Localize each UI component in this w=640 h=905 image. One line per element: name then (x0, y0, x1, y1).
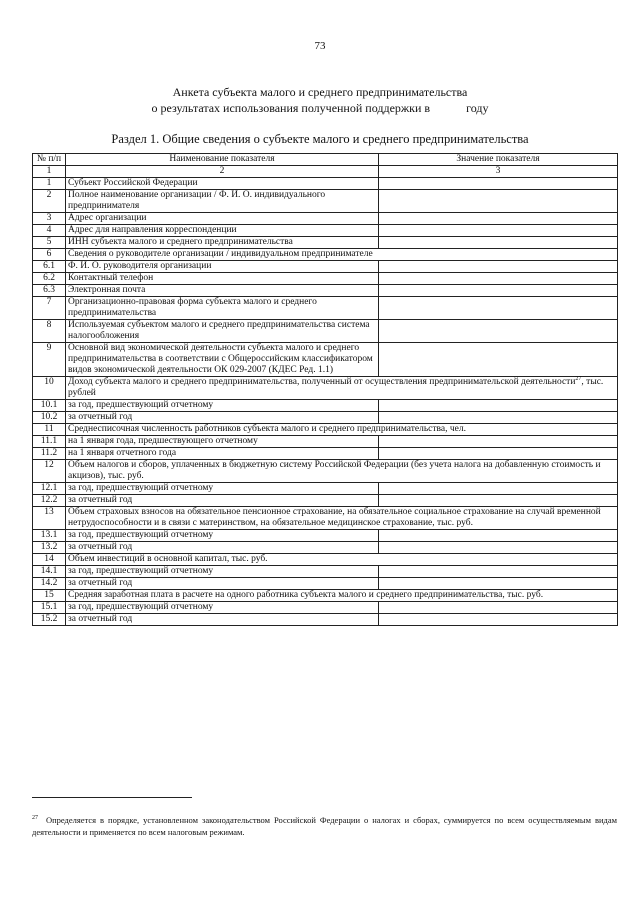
footnote-divider (32, 797, 192, 798)
table-row (33, 237, 618, 249)
row-indicator-name (66, 213, 379, 225)
row-value-cell[interactable] (379, 412, 618, 424)
row-number: 11.2 (33, 448, 66, 460)
row-indicator-text: Основной вид экономической деятельности субъекта малого и среднего предпринимательства в соответствии с Общероссийским классификатором видов экономической деятельности ОК 029-2007 (КДЕС Ред. 1.1) (68, 343, 373, 375)
row-indicator-unit: , тыс. рублей (68, 377, 604, 398)
row-number: 11 (33, 424, 66, 436)
table-row (33, 249, 618, 261)
table-row (33, 566, 618, 578)
row-indicator-name (66, 436, 379, 448)
table-row (33, 495, 618, 507)
table-header-row (33, 154, 618, 166)
row-number: 15.1 (33, 602, 66, 614)
row-number: 6 (33, 249, 66, 261)
row-indicator-text: за год, предшествующий отчетному (68, 400, 214, 410)
table-row (33, 377, 618, 400)
row-indicator-text: за отчетный год (68, 578, 133, 588)
row-value-cell[interactable] (379, 578, 618, 590)
row-value-cell[interactable] (379, 320, 618, 343)
table-row (33, 424, 618, 436)
row-indicator-text: Средняя заработная плата в расчете на одного работника субъекта малого и среднего предпринимательства, тыс. руб. (68, 590, 544, 600)
row-value-cell[interactable] (379, 436, 618, 448)
index-cell: 1 (33, 166, 66, 178)
row-indicator-name (66, 320, 379, 343)
row-number: 12.1 (33, 483, 66, 495)
header-number: № п/п (33, 154, 66, 166)
row-value-cell[interactable] (379, 273, 618, 285)
row-indicator-name (66, 602, 379, 614)
row-number: 13 (33, 507, 66, 530)
footnote-mark: 27 (32, 815, 38, 822)
row-value-cell[interactable] (379, 297, 618, 320)
table-row (33, 602, 618, 614)
table-row (33, 578, 618, 590)
row-number: 6.3 (33, 285, 66, 297)
table-row (33, 400, 618, 412)
row-number: 6.2 (33, 273, 66, 285)
table-row (33, 542, 618, 554)
row-indicator-name (66, 460, 618, 483)
row-number: 7 (33, 297, 66, 320)
page-number: 73 (314, 40, 326, 52)
form-title-line2-before: о результатах использования полученной поддержки в (151, 101, 431, 115)
row-number: 1 (33, 178, 66, 190)
row-number: 14.2 (33, 578, 66, 590)
form-title-line2-after: году (466, 101, 489, 115)
row-value-cell[interactable] (379, 400, 618, 412)
row-number: 8 (33, 320, 66, 343)
row-indicator-text: ИНН субъекта малого и среднего предпринимательства (68, 237, 293, 247)
row-value-cell[interactable] (379, 566, 618, 578)
row-value-cell[interactable] (379, 448, 618, 460)
table-row (33, 412, 618, 424)
row-value-cell[interactable] (379, 213, 618, 225)
row-value-cell[interactable] (379, 190, 618, 213)
row-indicator-name (66, 530, 379, 542)
row-indicator-name (66, 249, 618, 261)
row-number: 10.2 (33, 412, 66, 424)
row-indicator-text: Организационно-правовая форма субъекта малого и среднего предпринимательства (68, 297, 317, 318)
row-number: 3 (33, 213, 66, 225)
table-row (33, 343, 618, 377)
row-indicator-text: за отчетный год (68, 495, 133, 505)
row-number: 4 (33, 225, 66, 237)
index-cell: 3 (379, 166, 618, 178)
row-indicator-text: Субъект Российской Федерации (68, 178, 198, 188)
row-indicator-name (66, 237, 379, 249)
table-row (33, 590, 618, 602)
row-indicator-text: Адрес организации (68, 213, 147, 223)
table-index-row (33, 166, 618, 178)
row-indicator-name (66, 483, 379, 495)
section-title: Раздел 1. Общие сведения о субъекте малого и среднего предпринимательства (111, 132, 529, 146)
row-indicator-text: на 1 января отчетного года (68, 448, 177, 458)
table-row (33, 554, 618, 566)
row-number: 9 (33, 343, 66, 377)
table-row (33, 614, 618, 626)
row-indicator-text: Электронная почта (68, 285, 146, 295)
row-value-cell[interactable] (379, 343, 618, 377)
row-indicator-name (66, 412, 379, 424)
header-indicator-name: Наименование показателя (66, 154, 379, 166)
indicators-table (32, 153, 618, 626)
row-indicator-text: Адрес для направления корреспонденции (68, 225, 237, 235)
row-value-cell[interactable] (379, 178, 618, 190)
row-indicator-name (66, 448, 379, 460)
form-title (0, 84, 640, 116)
row-indicator-name (66, 261, 379, 273)
row-indicator-text: Сведения о руководителе организации / индивидуальном предпринимателе (68, 249, 373, 259)
table-row (33, 178, 618, 190)
table-row (33, 261, 618, 273)
row-indicator-name (66, 225, 379, 237)
row-number: 14 (33, 554, 66, 566)
row-indicator-text: Ф. И. О. руководителя организации (68, 261, 212, 271)
row-number: 13.1 (33, 530, 66, 542)
footnote-reference: 27 (575, 375, 582, 382)
table-row (33, 225, 618, 237)
row-number: 13.2 (33, 542, 66, 554)
row-indicator-text: Объем инвестиций в основной капитал, тыс. руб. (68, 554, 268, 564)
row-indicator-text: за год, предшествующий отчетному (68, 602, 214, 612)
table-row (33, 190, 618, 213)
footnote-text: Определяется в порядке, установленном законодательством Российской Федерации о налогах и сборах, суммируется по всем осуществляемым видам деятельности и применяется по всем налоговым режимам. (32, 815, 617, 837)
table-row (33, 530, 618, 542)
row-indicator-name (66, 578, 379, 590)
row-indicator-name (66, 273, 379, 285)
table-row (33, 273, 618, 285)
row-value-cell[interactable] (379, 483, 618, 495)
row-indicator-name (66, 566, 379, 578)
table-row (33, 320, 618, 343)
row-value-cell[interactable] (379, 530, 618, 542)
row-value-cell[interactable] (379, 542, 618, 554)
index-cell: 2 (66, 166, 379, 178)
row-indicator-text: за отчетный год (68, 412, 133, 422)
row-indicator-text: Контактный телефон (68, 273, 154, 283)
row-indicator-text: на 1 января года, предшествующего отчетному (68, 436, 258, 446)
table-row (33, 483, 618, 495)
row-indicator-name (66, 424, 618, 436)
row-indicator-text: Полное наименование организации / Ф. И. О. индивидуального предпринимателя (68, 190, 326, 211)
row-number: 14.1 (33, 566, 66, 578)
row-indicator-name (66, 297, 379, 320)
row-value-cell[interactable] (379, 237, 618, 249)
row-number: 6.1 (33, 261, 66, 273)
row-indicator-text: Используемая субъектом малого и среднего предпринимательства система налогообложения (68, 320, 370, 341)
form-title-line2 (0, 100, 640, 116)
row-indicator-text: за год, предшествующий отчетному (68, 530, 214, 540)
row-value-cell[interactable] (379, 602, 618, 614)
table-row (33, 460, 618, 483)
row-value-cell[interactable] (379, 614, 618, 626)
row-indicator-name (66, 495, 379, 507)
row-number: 15.2 (33, 614, 66, 626)
row-indicator-name (66, 400, 379, 412)
row-number: 5 (33, 237, 66, 249)
table-row (33, 507, 618, 530)
row-indicator-text: Среднесписочная численность работников субъекта малого и среднего предпринимательства, чел. (68, 424, 466, 434)
row-indicator-text: за отчетный год (68, 614, 133, 624)
row-indicator-name (66, 190, 379, 213)
row-value-cell[interactable] (379, 261, 618, 273)
row-value-cell[interactable] (379, 495, 618, 507)
table-row (33, 213, 618, 225)
row-indicator-text: за год, предшествующий отчетному (68, 566, 214, 576)
row-indicator-text: за год, предшествующий отчетному (68, 483, 214, 493)
header-indicator-value: Значение показателя (379, 154, 618, 166)
indicators-table-body (33, 154, 618, 626)
row-number: 15 (33, 590, 66, 602)
row-indicator-text: за отчетный год (68, 542, 133, 552)
table-row (33, 297, 618, 320)
row-value-cell[interactable] (379, 225, 618, 237)
row-number: 10 (33, 377, 66, 400)
row-indicator-text: Доход субъекта малого и среднего предпринимательства, полученный от осуществления предпринимательской деятельности (68, 377, 576, 387)
row-number: 2 (33, 190, 66, 213)
row-indicator-name (66, 377, 618, 400)
row-indicator-text: Объем страховых взносов на обязательное пенсионное страхование, на обязательное социальное страхование на случай временной нетрудоспособности и в связи с материнством, на обязательное медицинское страхование, тыс. руб. (68, 507, 601, 528)
row-indicator-name (66, 507, 618, 530)
row-value-cell[interactable] (379, 285, 618, 297)
row-indicator-text: Объем налогов и сборов, уплаченных в бюджетную систему Российской Федерации (без учета налога на добавленную стоимость и акцизов), тыс. руб. (68, 460, 601, 481)
row-indicator-name (66, 614, 379, 626)
footnote (32, 814, 617, 838)
row-indicator-name (66, 542, 379, 554)
row-indicator-name (66, 285, 379, 297)
row-number: 11.1 (33, 436, 66, 448)
row-number: 12.2 (33, 495, 66, 507)
row-indicator-name (66, 590, 618, 602)
row-number: 12 (33, 460, 66, 483)
table-row (33, 436, 618, 448)
row-indicator-name (66, 343, 379, 377)
form-title-line1: Анкета субъекта малого и среднего предпринимательства (172, 85, 468, 99)
table-row (33, 448, 618, 460)
table-row (33, 285, 618, 297)
row-number: 10.1 (33, 400, 66, 412)
row-indicator-name (66, 178, 379, 190)
row-indicator-name (66, 554, 618, 566)
